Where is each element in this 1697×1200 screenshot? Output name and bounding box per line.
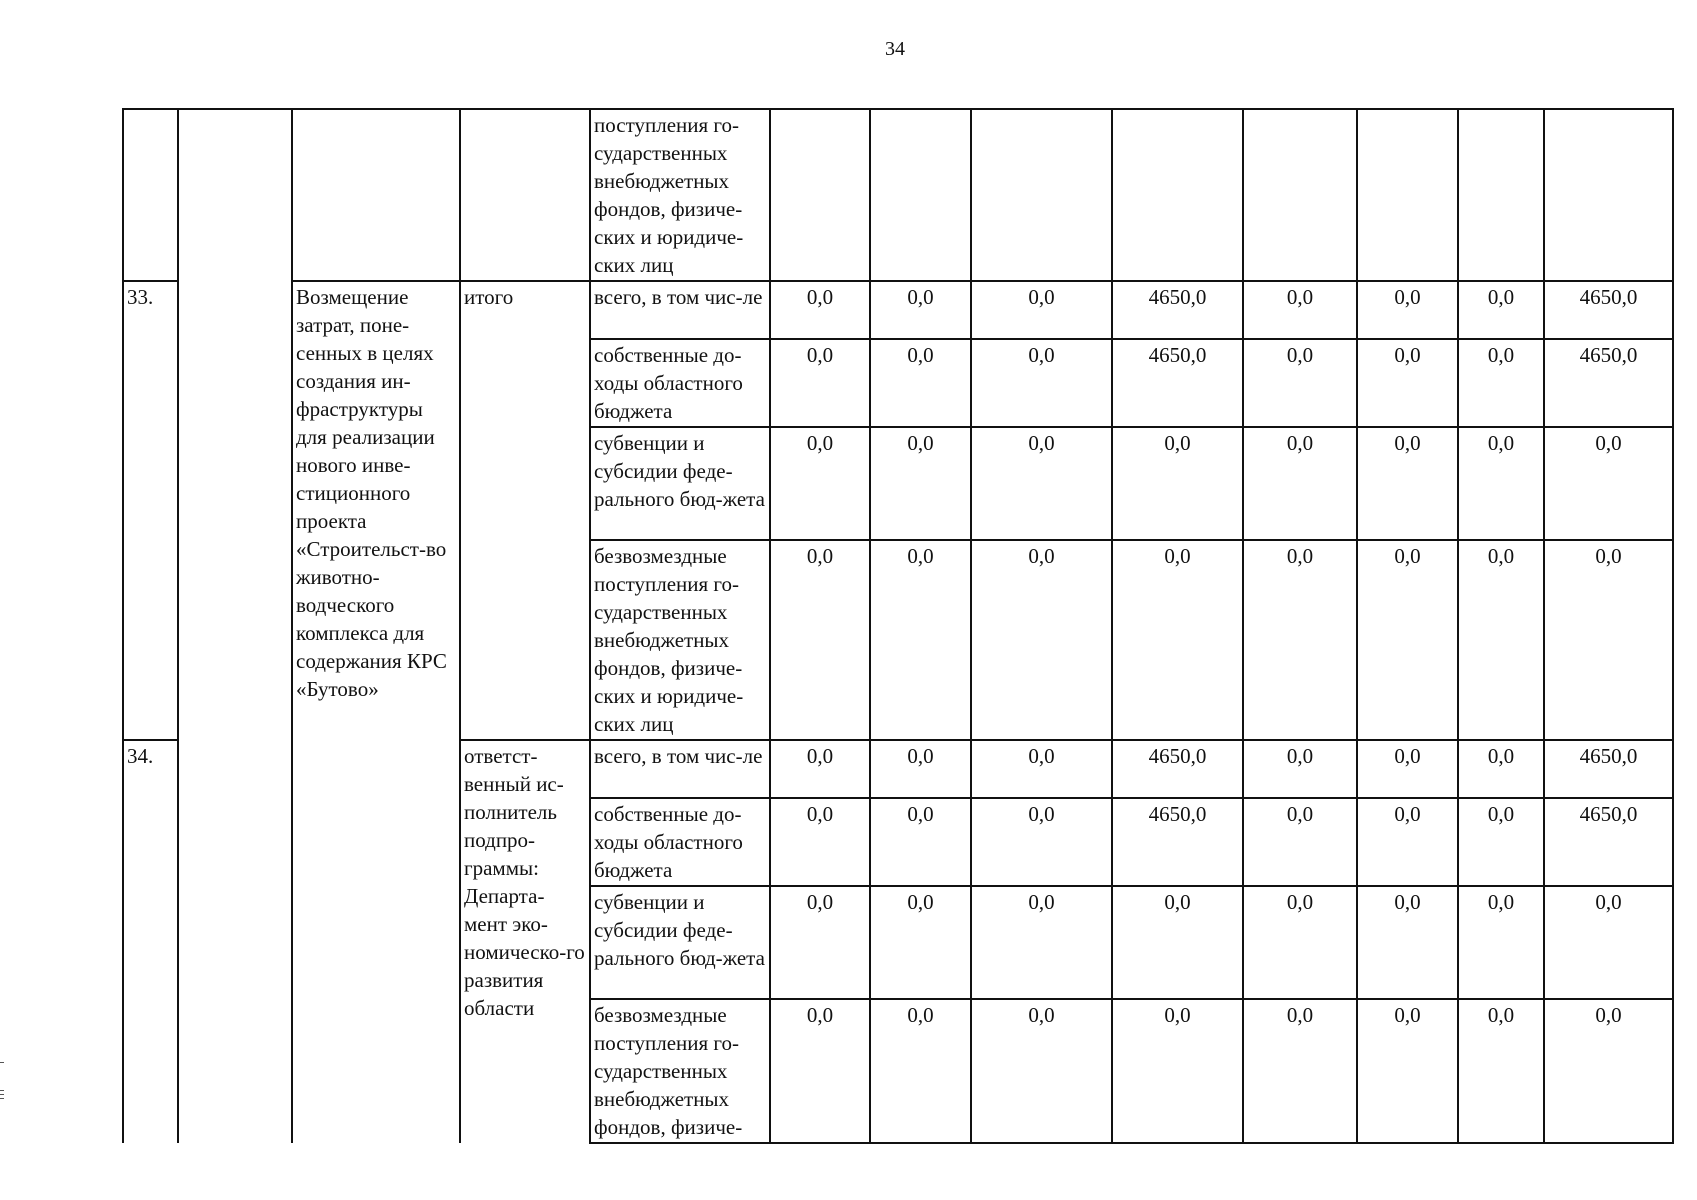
scan-mark	[0, 1094, 4, 1095]
value-cell: 0,0	[1458, 740, 1544, 798]
measure-name: Возмещение затрат, поне-сенных в целях создания ин-фраструктуры для реализации нового инве-стиционного проекта «Строительст-во животно-водческого комплекса для содержания КРС «Бутово»	[292, 281, 460, 1143]
value-cell: 0,0	[770, 339, 870, 427]
value-cell: 4650,0	[1112, 281, 1243, 339]
value-cell: 0,0	[1243, 798, 1357, 886]
scan-mark	[0, 1098, 4, 1099]
value-cell: 0,0	[971, 886, 1112, 999]
value-cell: 0,0	[971, 798, 1112, 886]
value-cell: 0,0	[1544, 427, 1673, 540]
funding-source: поступления го-сударственных внебюджетных фондов, физиче-ских и юридиче-ских лиц	[590, 109, 770, 281]
table-row	[123, 281, 1673, 339]
value-cell: 4650,0	[1112, 798, 1243, 886]
value-cell: 0,0	[870, 339, 971, 427]
executor-name: итого	[460, 281, 590, 740]
value-cell: 0,0	[1458, 339, 1544, 427]
value-cell: 0,0	[1357, 339, 1458, 427]
value-cell: 0,0	[1243, 740, 1357, 798]
value-cell: 0,0	[1357, 281, 1458, 339]
executor-name: ответст-венный ис-полнитель подпро-граммы: Департа-мент эко-номическо-го развития области	[460, 740, 590, 1143]
value-cell: 0,0	[1243, 886, 1357, 999]
value-cell: 0,0	[971, 540, 1112, 740]
value-cell: 0,0	[1458, 281, 1544, 339]
value-cell: 4650,0	[1544, 798, 1673, 886]
executor-cell	[460, 109, 590, 281]
value-cell: 0,0	[870, 999, 971, 1143]
funding-source: субвенции и субсидии феде-рального бюд-жета	[590, 886, 770, 999]
value-cell: 0,0	[1357, 540, 1458, 740]
value-cell: 0,0	[971, 999, 1112, 1143]
value-cell: 0,0	[1458, 427, 1544, 540]
value-cell: 0,0	[1357, 740, 1458, 798]
continuation-row	[123, 109, 1673, 281]
value-cell: 0,0	[770, 427, 870, 540]
funding-source: собственные до-ходы областного бюджета	[590, 798, 770, 886]
funding-source: всего, в том чис-ле	[590, 740, 770, 798]
funding-source: всего, в том чис-ле	[590, 281, 770, 339]
value-cell: 0,0	[870, 740, 971, 798]
value-cell: 0,0	[1544, 540, 1673, 740]
value-cell: 4650,0	[1544, 281, 1673, 339]
value-cell: 0,0	[770, 999, 870, 1143]
value-cell: 0,0	[1357, 999, 1458, 1143]
value-cell: 0,0	[1112, 540, 1243, 740]
value-cell: 0,0	[1357, 886, 1458, 999]
value-cell: 0,0	[1243, 281, 1357, 339]
value-cell: 0,0	[770, 740, 870, 798]
value-cell: 0,0	[770, 281, 870, 339]
value-cell: 0,0	[870, 281, 971, 339]
measure-cell	[292, 109, 460, 281]
value-cell: 0,0	[1243, 999, 1357, 1143]
value-cell: 4650,0	[1544, 339, 1673, 427]
value-cell: 0,0	[1243, 339, 1357, 427]
value-cell: 0,0	[870, 427, 971, 540]
scan-mark	[0, 1062, 4, 1063]
scan-mark	[0, 1090, 4, 1091]
program-cell	[178, 109, 292, 1143]
value-cell: 0,0	[971, 740, 1112, 798]
number-cell	[123, 109, 178, 281]
budget-table	[122, 108, 1674, 1144]
funding-source: собственные до-ходы областного бюджета	[590, 339, 770, 427]
value-cell: 0,0	[971, 339, 1112, 427]
funding-source: безвозмездные поступления го-сударственных внебюджетных фондов, физиче-ских и юридиче-ских лиц	[590, 540, 770, 740]
value-cell: 0,0	[870, 540, 971, 740]
value-cell: 0,0	[1458, 540, 1544, 740]
value-cell: 4650,0	[1112, 740, 1243, 798]
value-cell: 0,0	[1357, 798, 1458, 886]
value-cell: 0,0	[770, 886, 870, 999]
value-cell: 0,0	[1458, 886, 1544, 999]
value-cell: 0,0	[770, 798, 870, 886]
value-cell: 0,0	[1112, 999, 1243, 1143]
value-cell: 0,0	[1243, 540, 1357, 740]
value-cell: 0,0	[870, 886, 971, 999]
value-cell: 0,0	[1112, 427, 1243, 540]
funding-source: безвозмездные поступления го-сударственных внебюджетных фондов, физиче-	[590, 999, 770, 1143]
value-cell: 0,0	[1357, 427, 1458, 540]
value-cell: 0,0	[1544, 999, 1673, 1143]
value-cell: 0,0	[770, 540, 870, 740]
value-cell: 0,0	[870, 798, 971, 886]
page-number: 34	[885, 38, 905, 60]
row-number: 34.	[123, 740, 178, 1143]
value-cell: 0,0	[971, 427, 1112, 540]
value-cell: 0,0	[1243, 427, 1357, 540]
value-cell: 0,0	[1458, 798, 1544, 886]
value-cell: 4650,0	[1112, 339, 1243, 427]
row-number: 33.	[123, 281, 178, 740]
value-cell: 0,0	[971, 281, 1112, 339]
value-cell: 0,0	[1544, 886, 1673, 999]
value-cell: 0,0	[1112, 886, 1243, 999]
value-cell: 0,0	[1458, 999, 1544, 1143]
funding-source: субвенции и субсидии феде-рального бюд-жета	[590, 427, 770, 540]
value-cell: 4650,0	[1544, 740, 1673, 798]
